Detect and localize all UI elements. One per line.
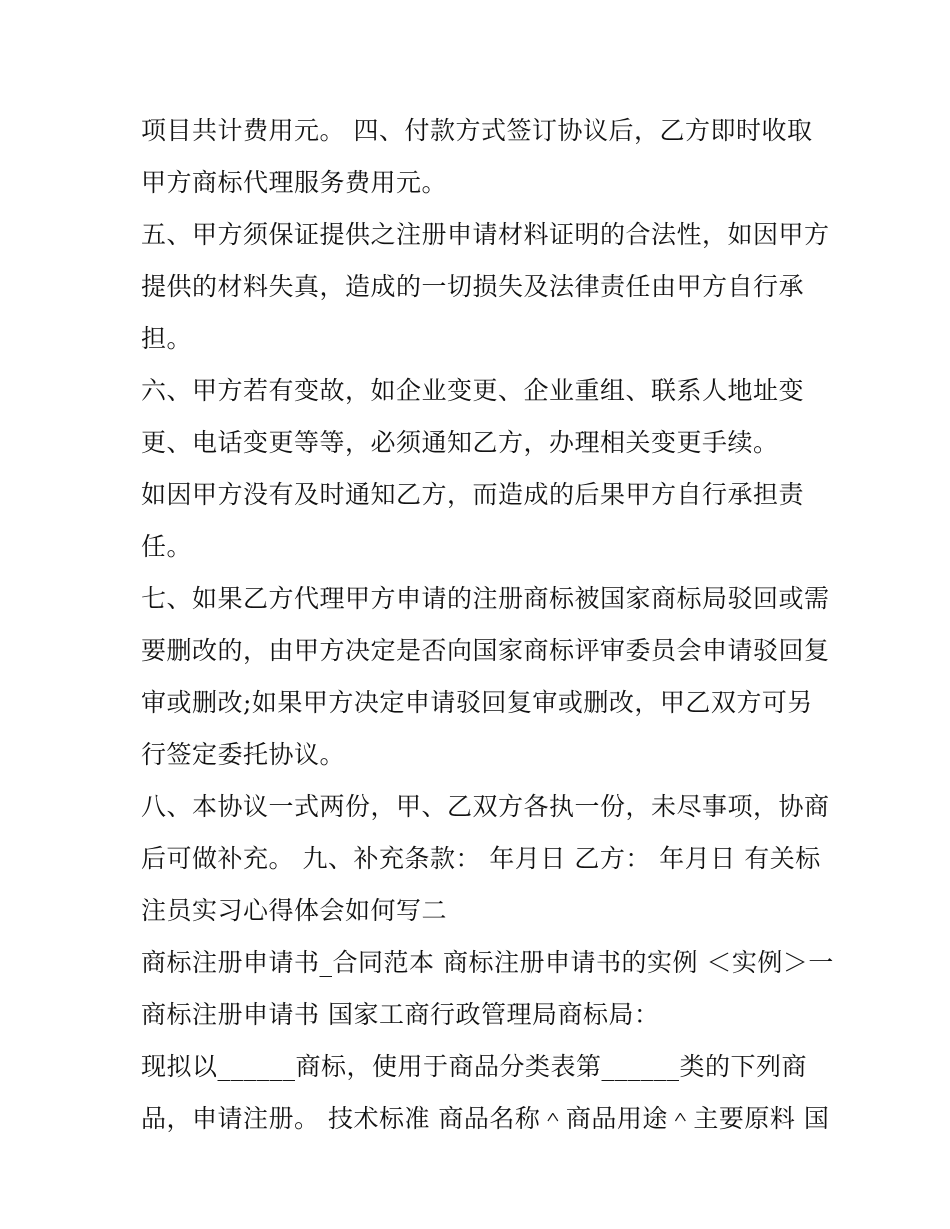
text-line: 审或删改;如果甲方决定申请驳回复审或删改，甲乙双方可另 <box>141 688 813 717</box>
text-line: 提供的材料失真，造成的一切损失及法律责任由甲方自行承 <box>141 272 805 301</box>
document-body <box>141 105 834 1145</box>
text-line: 注员实习心得体会如何写二 <box>141 896 448 925</box>
text-line: 项目共计费用元。 四、付款方式签订协议后，乙方即时收取 <box>141 116 813 145</box>
text-line: 任。 <box>141 532 193 561</box>
text-line: 商标注册申请书_合同范本 商标注册申请书的实例 ＜实例＞一 <box>141 948 834 977</box>
text-line: 六、甲方若有变故，如企业变更、企业重组、联系人地址变 <box>141 376 805 405</box>
text-line: 七、如果乙方代理甲方申请的注册商标被国家商标局驳回或需 <box>141 584 830 613</box>
text-line: 甲方商标代理服务费用元。 <box>141 168 448 197</box>
text-line: 后可做补充。 九、补充条款： 年月日 乙方： 年月日 有关标 <box>141 844 821 873</box>
text-line: 更、电话变更等等，必须通知乙方，办理相关变更手续。 <box>141 428 779 457</box>
text-line: 担。 <box>141 324 193 353</box>
text-line: 行签定委托协议。 <box>141 740 346 769</box>
text-line: 五、甲方须保证提供之注册申请材料证明的合法性，如因甲方 <box>141 220 830 249</box>
text-line: 八、本协议一式两份，甲、乙双方各执一份，未尽事项，协商 <box>141 792 830 821</box>
text-line: 要删改的，由甲方决定是否向国家商标评审委员会申请驳回复 <box>141 636 830 665</box>
text-line: 如因甲方没有及时通知乙方，而造成的后果甲方自行承担责 <box>141 480 805 509</box>
text-line: 商标注册申请书 国家工商行政管理局商标局： <box>141 1000 660 1029</box>
text-line: 品，申请注册。 技术标准 商品名称＾商品用途＾主要原料 国 <box>141 1104 830 1133</box>
text-line: 现拟以______商标，使用于商品分类表第______类的下列商 <box>141 1052 808 1081</box>
